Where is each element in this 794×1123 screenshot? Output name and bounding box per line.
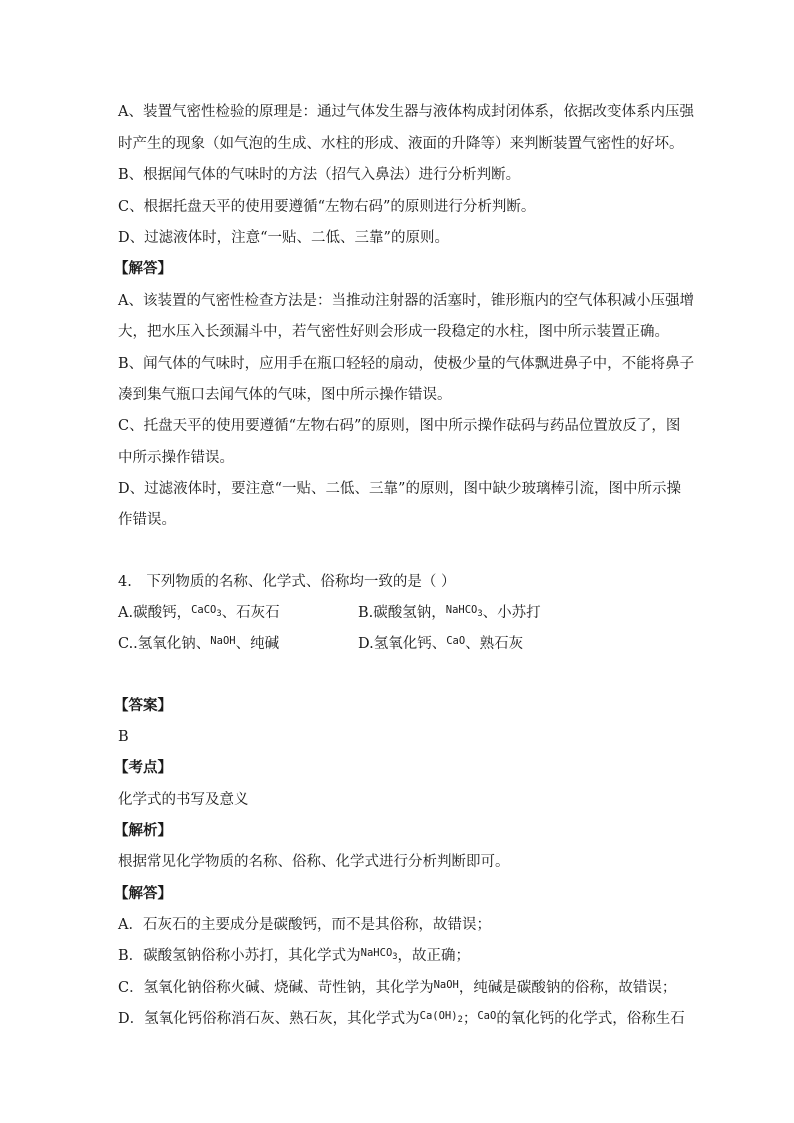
option-a-formula: CaCO3 [191, 604, 222, 620]
option-d-text: D.氢氧化钙、 [358, 636, 447, 652]
answer3-b-line2: 凑到集气瓶口去闻气体的气味，图中所示操作错误。 [118, 387, 452, 403]
question4-option-c [118, 634, 279, 655]
kaodian-label: 【考点】 [114, 759, 172, 776]
explanation-d: D、过滤液体时，注意“一贴、二低、三靠”的原则。 [118, 230, 449, 246]
answer4-c: C．氢氧化钠俗称火碱、烧碱、苛性钠，其化学为$^{NaOH}$，纯碱是碳酸钠的俗称，故错误； [118, 979, 677, 996]
explanation-c: C、根据托盘天平的使用要遵循“左物右码”的原则进行分析判断。 [118, 199, 536, 215]
explanation-a-line1: A、装置气密性检验的原理是：通过气体发生器与液体构成封闭体系，依据改变体系内压强 [118, 104, 694, 120]
kaodian-value: 化学式的书写及意义 [118, 792, 249, 808]
option-b-text: B.碳酸氢钠， [358, 605, 446, 621]
answer3-a-line1: A、该装置的气密性检查方法是：当推动注射器的活塞时，锥形瓶内的空气体积减小压强增 [118, 293, 694, 309]
answer4-b: B．碳酸氢钠俗称小苏打，其化学式为$^{NaHCO_3}$，故正确； [118, 947, 471, 964]
option-b-formula: NaHCO3 [445, 604, 483, 620]
answer3-d-line1: D、过滤液体时，要注意“一贴、二低、三靠”的原则，图中缺少玻璃棒引流，图中所示操 [118, 481, 681, 497]
question4-option-a [118, 603, 280, 628]
answer3-c-line1: C、托盘天平的使用要遵循“左物右码”的原则，图中所示操作砝码与药品位置放反了，图 [118, 418, 681, 434]
answer3-a-line2: 大，把水压入长颈漏斗中，若气密性好则会形成一段稳定的水柱，图中所示装置正确。 [118, 324, 669, 340]
option-b-common-name: 、小苏打 [482, 605, 541, 621]
question4-option-d [358, 634, 523, 655]
jiexi-value: 根据常见化学物质的名称、俗称、化学式进行分析判断即可。 [118, 854, 510, 870]
option-c-text: C..氢氧化钠、 [118, 636, 211, 652]
answer4-b-formula: NaHCO3 [360, 947, 398, 963]
option-c-common-name: 、纯碱 [235, 636, 280, 652]
jieda-label: 【解答】 [114, 885, 172, 902]
option-a-text: A.碳酸钙， [118, 605, 192, 621]
explanation-b: B、根据闻气体的气味时的方法（招气入鼻法）进行分析判断。 [118, 167, 521, 183]
answer3-b-line1: B、闻气体的气味时，应用手在瓶口轻轻的扇动，使极少量的气体飘进鼻子中，不能将鼻子 [118, 356, 695, 372]
option-a-common-name: 、石灰石 [221, 605, 280, 621]
answer3-d-line2: 作错误。 [118, 512, 176, 528]
answer-label: 【答案】 [114, 697, 172, 714]
answer4-c-formula: NaOH [433, 979, 459, 991]
option-d-formula: CaO [446, 635, 466, 647]
option-d-common-name: 、熟石灰 [465, 636, 524, 652]
answer4-d-formula: Ca(OH)2 [419, 1010, 463, 1026]
option-c-formula: NaOH [210, 635, 236, 647]
answer3-c-line2: 中所示操作错误。 [118, 450, 234, 466]
jiexi-label: 【解析】 [114, 822, 172, 839]
answer4-d-formula2: CaO [477, 1010, 497, 1022]
answer-value: B [118, 729, 129, 745]
question4-stem: 4. 下列物质的名称、化学式、俗称均一致的是（ ） [118, 574, 456, 590]
answer4-a: A．石灰石的主要成分是碳酸钙，而不是其俗称，故错误； [118, 917, 491, 933]
explanation-a-line2: 时产生的现象（如气泡的生成、水柱的形成、液面的升降等）来判断装置气密性的好坏。 [118, 136, 684, 152]
question4-option-b [358, 603, 541, 628]
answer-heading-q3: 【解答】 [114, 260, 172, 277]
answer4-d: D．氢氧化钙俗称消石灰、熟石灰，其化学式为$^{Ca(OH)_2}$；$^{CaO}$的氧化钙的化学式，俗称生石 [118, 1010, 685, 1027]
